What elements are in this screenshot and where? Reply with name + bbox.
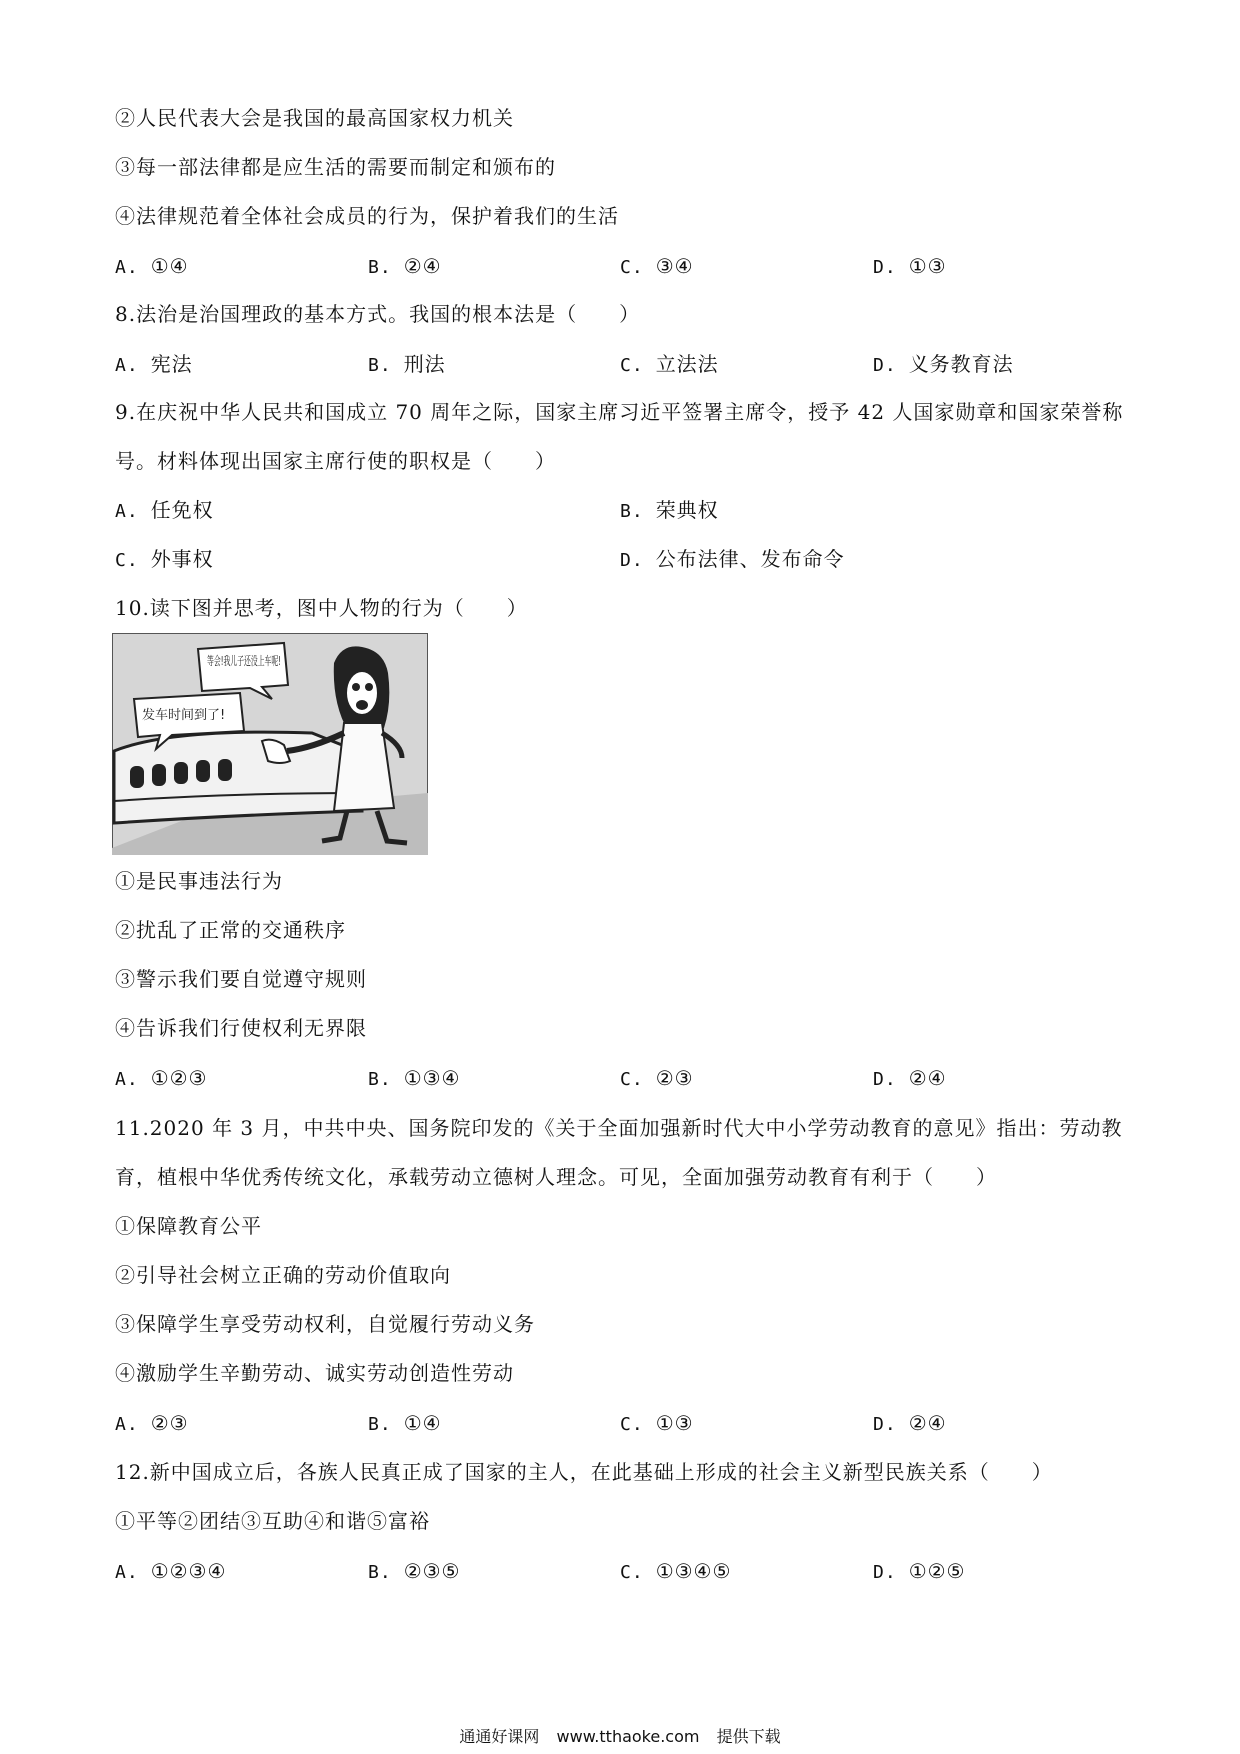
q10-cartoon-figure (112, 633, 428, 855)
q11-option-d[interactable]: D. ②④ (873, 1411, 947, 1435)
q10-option-d[interactable]: D. ②④ (873, 1066, 947, 1090)
q8-option-a[interactable]: A. 宪法 (115, 352, 193, 376)
q7-statement-4: ④法律规范着全体社会成员的行为，保护着我们的生活 (115, 204, 619, 228)
q11-stem-line1: 11.2020 年 3 月，中共中央、国务院印发的《关于全面加强新时代大中小学劳动教育的意见》指出：劳动教 (115, 1116, 1123, 1140)
q10-option-c[interactable]: C. ②③ (620, 1066, 694, 1090)
q10-statement-4: ④告诉我们行使权利无界限 (115, 1016, 367, 1040)
bubble-1-text: 等会!我儿子还没上车呢! (207, 654, 337, 668)
q10-statement-2: ②扰乱了正常的交通秩序 (115, 918, 346, 942)
q9-stem-line1: 9.在庆祝中华人民共和国成立 70 周年之际，国家主席习近平签署主席令，授予 42 人国家勋章和国家荣誉称 (115, 400, 1124, 424)
q12-option-d[interactable]: D. ①②⑤ (873, 1559, 966, 1583)
q7-option-b[interactable]: B. ②④ (368, 254, 442, 278)
q7-option-a[interactable]: A. ①④ (115, 254, 189, 278)
q11-option-b[interactable]: B. ①④ (368, 1411, 442, 1435)
q8-option-c[interactable]: C. 立法法 (620, 352, 719, 376)
footer-note: 提供下载 (716, 1727, 781, 1746)
q9-option-d[interactable]: D. 公布法律、发布命令 (620, 547, 845, 571)
q10-statement-3: ③警示我们要自觉遵守规则 (115, 967, 367, 991)
q10-stem: 10.读下图并思考，图中人物的行为（ ） (115, 596, 528, 620)
q11-stem-line2: 育，植根中华优秀传统文化，承载劳动立德树人理念。可见，全面加强劳动教育有利于（ ） (115, 1165, 997, 1189)
q9-stem-line2: 号。材料体现出国家主席行使的职权是（ ） (115, 449, 556, 473)
footer-site-name: 通通好课网 (459, 1727, 540, 1746)
q11-option-c[interactable]: C. ①③ (620, 1411, 694, 1435)
q8-stem: 8.法治是治国理政的基本方式。我国的根本法是（ ） (115, 302, 641, 326)
q7-statement-2: ②人民代表大会是我国的最高国家权力机关 (115, 106, 514, 130)
q9-option-a[interactable]: A. 任免权 (115, 498, 214, 522)
q7-option-d[interactable]: D. ①③ (873, 254, 947, 278)
q7-statement-3: ③每一部法律都是应生活的需要而制定和颁布的 (115, 155, 556, 179)
q11-statement-2: ②引导社会树立正确的劳动价值取向 (115, 1263, 451, 1287)
q12-stem: 12.新中国成立后，各族人民真正成了国家的主人，在此基础上形成的社会主义新型民族关系（ ） (115, 1460, 1053, 1484)
footer-url[interactable]: www.tthaoke.com (556, 1727, 700, 1746)
q9-option-b[interactable]: B. 荣典权 (620, 498, 719, 522)
q9-option-c[interactable]: C. 外事权 (115, 547, 214, 571)
q8-option-d[interactable]: D. 义务教育法 (873, 352, 1014, 376)
page-footer (0, 1726, 1240, 1748)
q11-statement-1: ①保障教育公平 (115, 1214, 262, 1238)
q12-items: ①平等②团结③互助④和谐⑤富裕 (115, 1509, 430, 1533)
q11-statement-4: ④激励学生辛勤劳动、诚实劳动创造性劳动 (115, 1361, 514, 1385)
q10-statement-1: ①是民事违法行为 (115, 869, 283, 893)
q12-option-a[interactable]: A. ①②③④ (115, 1559, 227, 1583)
bubble-2-text: 发车时间到了! (142, 708, 226, 723)
q12-option-c[interactable]: C. ①③④⑤ (620, 1559, 732, 1583)
q12-option-b[interactable]: B. ②③⑤ (368, 1559, 461, 1583)
q11-option-a[interactable]: A. ②③ (115, 1411, 189, 1435)
q7-option-c[interactable]: C. ③④ (620, 254, 694, 278)
q10-option-b[interactable]: B. ①③④ (368, 1066, 461, 1090)
q8-option-b[interactable]: B. 刑法 (368, 352, 446, 376)
q11-statement-3: ③保障学生享受劳动权利，自觉履行劳动义务 (115, 1312, 535, 1336)
q10-option-a[interactable]: A. ①②③ (115, 1066, 208, 1090)
